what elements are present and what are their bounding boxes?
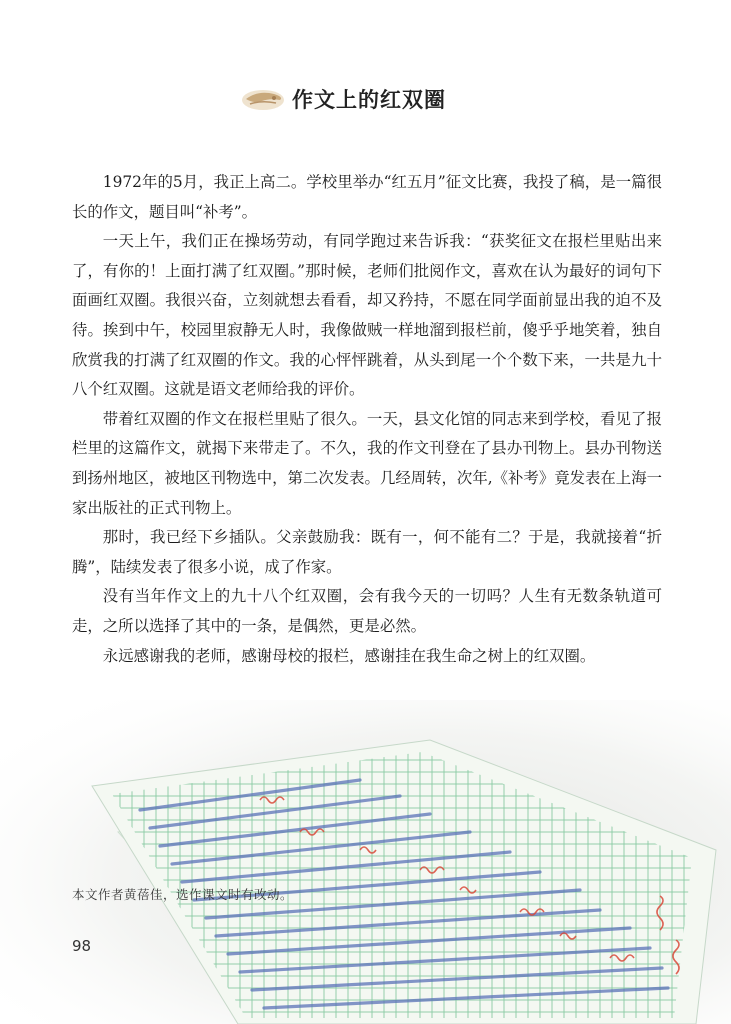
paragraph: 一天上午，我们正在操场劳动，有同学跑过来告诉我：“获奖征文在报栏里贴出来了，有你的！上面打满了红双圈。”那时候，老师们批阅作文，喜欢在认为最好的词句下面画红双圈。我很兴奋，立刻就想去看看，却又矜持，不愿在同学面前显出我的迫不及待。挨到中午，校园里寂静无人时，我像做贼一样地溜到报栏前，傻乎乎地笑着，独自欣赏我的打满了红双圈的作文。我的心怦怦跳着，从头到尾一个个数下来，一共是九十八个红双圈。这就是语文老师给我的评价。	[72, 232, 662, 399]
footnote: 本文作者黄蓓佳，选作课文时有改动。	[72, 887, 294, 902]
paragraph: 1972年的5月，我正上高二。学校里举办“红五月”征文比赛，我投了稿，是一篇很长的作文，题目叫“补考”。	[72, 173, 662, 221]
title-block	[0, 82, 731, 122]
page-number: 98	[72, 937, 92, 955]
article-body	[72, 168, 662, 671]
paragraph: 那时，我已经下乡插队。父亲鼓励我：既有一，何不能有二？于是，我就接着“折腾”，陆续发表了很多小说，成了作家。	[72, 528, 662, 576]
essay-manuscript-illustration	[0, 700, 731, 1024]
paragraph: 永远感谢我的老师，感谢母校的报栏，感谢挂在我生命之树上的红双圈。	[102, 646, 596, 665]
decorative-brush-icon	[240, 86, 286, 112]
page-title: 作文上的红双圈	[292, 88, 446, 112]
paragraph: 没有当年作文上的九十八个红双圈，会有我今天的一切吗？人生有无数条轨道可走，之所以选择了其中的一条，是偶然，更是必然。	[72, 587, 662, 635]
paragraph: 带着红双圈的作文在报栏里贴了很久。一天，县文化馆的同志来到学校，看见了报栏里的这篇作文，就揭下来带走了。不久，我的作文刊登在了县办刊物上。县办刊物送到扬州地区，被地区刊物选中，第二次发表。几经周转，次年,《补考》竟发表在上海一家出版社的正式刊物上。	[72, 409, 662, 517]
